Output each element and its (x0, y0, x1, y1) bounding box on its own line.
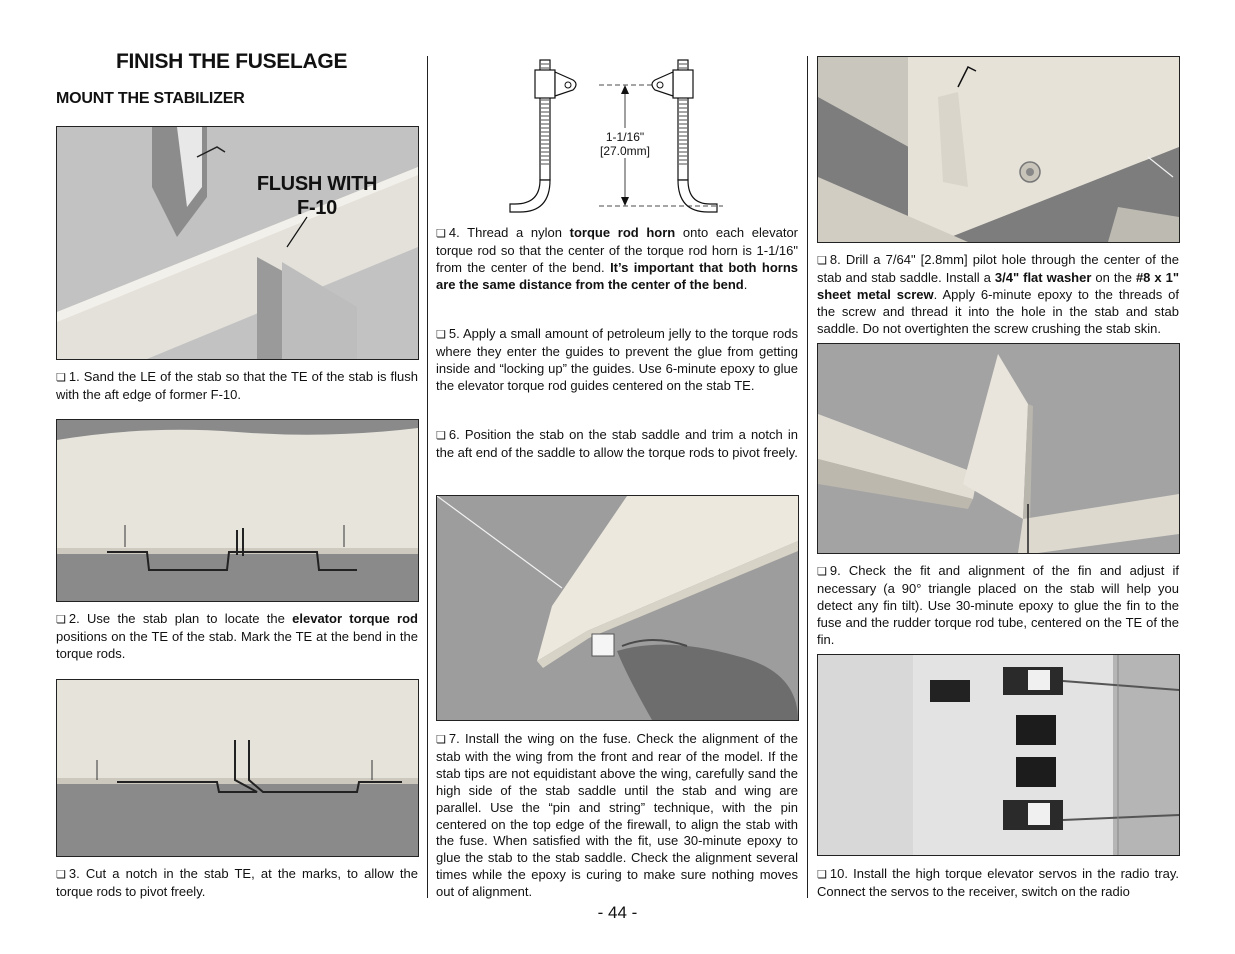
dimension-imperial: 1-1/16" (605, 130, 645, 144)
section-subtitle: MOUNT THE STABILIZER (56, 90, 245, 107)
step-2-body-a: 2. Use the stab plan to locate the (68, 611, 293, 626)
callout-line-1: FLUSH WITH (256, 173, 378, 195)
step-4-text (436, 225, 798, 294)
dimension-metric: [27.0mm] (599, 144, 650, 158)
checkbox-icon: ❏ (56, 372, 66, 384)
step-4-body-c: onto each elevator torque rod so that the center of the torque rod horn is 1-1/16" from the center of the bend. (436, 225, 799, 275)
photo-stab-flush-f10 (56, 126, 419, 360)
photo-servos-radio-tray (817, 654, 1180, 856)
step-6-text (436, 427, 798, 462)
checkbox-icon: ❏ (436, 329, 446, 341)
checkbox-icon: ❏ (817, 566, 827, 578)
checkbox-icon: ❏ (56, 614, 66, 626)
step-10-text (817, 866, 1179, 901)
step-8-body-e: . Apply 6-minute epoxy to the threads of the screw and thread it into the hole in the stab and stab saddle. Do not overtighten the screw crushing the stab skin. (817, 286, 1179, 336)
photo-fin-alignment (817, 343, 1180, 554)
dimension-label (585, 130, 665, 158)
photo-stab-screw (817, 56, 1180, 243)
column-divider-right (807, 56, 808, 898)
photo-stab-te-marks (56, 419, 419, 602)
step-7-body: 7. Install the wing on the fuse. Check the alignment of the stab with the wing from the front and rear of the model. If the stab tips are not equidistant above the wing, carefully sand the high side of the stab saddle until the stab and wing are parallel. Use the “pin and string” technique, with the pin centered on the top edge of the firewall, to align the stab with the fuse. When satisfied with the fit, use 30-minute epoxy to glue the stab to the stab saddle. Check the alignment several times while the epoxy is curing to make sure nothing moves out of alignment. (436, 731, 798, 900)
step-9-text (817, 563, 1179, 649)
step-4-body-a: 4. Thread a nylon (448, 225, 570, 240)
step-6-body: 6. Position the stab on the stab saddle and trim a notch in the aft end of the saddle to allow the torque rods to pivot freely. (436, 427, 798, 460)
step-4-bold-2: It’s important that both horns are the same distance from the center of the bend (436, 259, 798, 292)
step-5-text (436, 326, 798, 395)
checkbox-icon: ❏ (56, 869, 66, 881)
callout-flush-with-f10 (252, 172, 382, 220)
step-8-bold-2: #8 x 1" sheet metal screw (817, 269, 1180, 302)
step-5-body: 5. Apply a small amount of petroleum jelly to the torque rods where they enter the guides to prevent the glue from getting inside and “locking up” the guides. Use 6-minute epoxy to glue the elevator torque rod guides centered on the stab TE. (436, 326, 798, 393)
callout-line-2: F-10 (297, 197, 337, 219)
step-3-text (56, 866, 418, 901)
checkbox-icon: ❏ (817, 869, 827, 881)
torque-rod-horn-diagram (495, 54, 735, 214)
step-8-bold-1: 3/4" flat washer (994, 269, 1092, 285)
page-number: - 44 - (597, 903, 638, 922)
step-8-body-c: on the (1091, 269, 1136, 285)
step-2-bold: elevator torque rod (292, 611, 419, 626)
photo-pin-and-string (436, 495, 799, 721)
step-9-body: 9. Check the fit and alignment of the fin and adjust if necessary (a 90° triangle placed on the stab will help you detect any fin tilt). Use 30-minute epoxy to glue the fin to the fuse and the rudder torque rod tube, centered on the TE of the fin. (817, 563, 1179, 647)
step-4-body-e: . (743, 276, 748, 292)
checkbox-icon: ❏ (436, 430, 446, 442)
step-2-text (56, 611, 418, 663)
photo-stab-te-notch (56, 679, 419, 857)
checkbox-icon: ❏ (817, 255, 827, 267)
step-2-body-c: positions on the TE of the stab. Mark the TE at the bend in the torque rods. (56, 628, 418, 661)
checkbox-icon: ❏ (436, 228, 446, 240)
step-10-body: 10. Install the high torque elevator servos in the radio tray. Connect the servos to the receiver, switch on the radio (817, 866, 1179, 899)
step-3-body: 3. Cut a notch in the stab TE, at the marks, to allow the torque rods to pivot freely. (56, 866, 418, 899)
checkbox-icon: ❏ (436, 734, 446, 746)
step-8-body-a: 8. Drill a 7/64" [2.8mm] pilot hole through the center of the stab and stab saddle. Install a (817, 252, 1179, 285)
step-1-body: 1. Sand the LE of the stab so that the TE of the stab is flush with the aft edge of former F-10. (56, 369, 418, 402)
step-1-text (56, 369, 418, 404)
step-4-bold-1: torque rod horn (569, 225, 676, 240)
page-title: FINISH THE FUSELAGE (116, 50, 348, 73)
column-divider-left (427, 56, 428, 898)
step-7-text (436, 731, 798, 901)
step-8-text (817, 252, 1179, 338)
